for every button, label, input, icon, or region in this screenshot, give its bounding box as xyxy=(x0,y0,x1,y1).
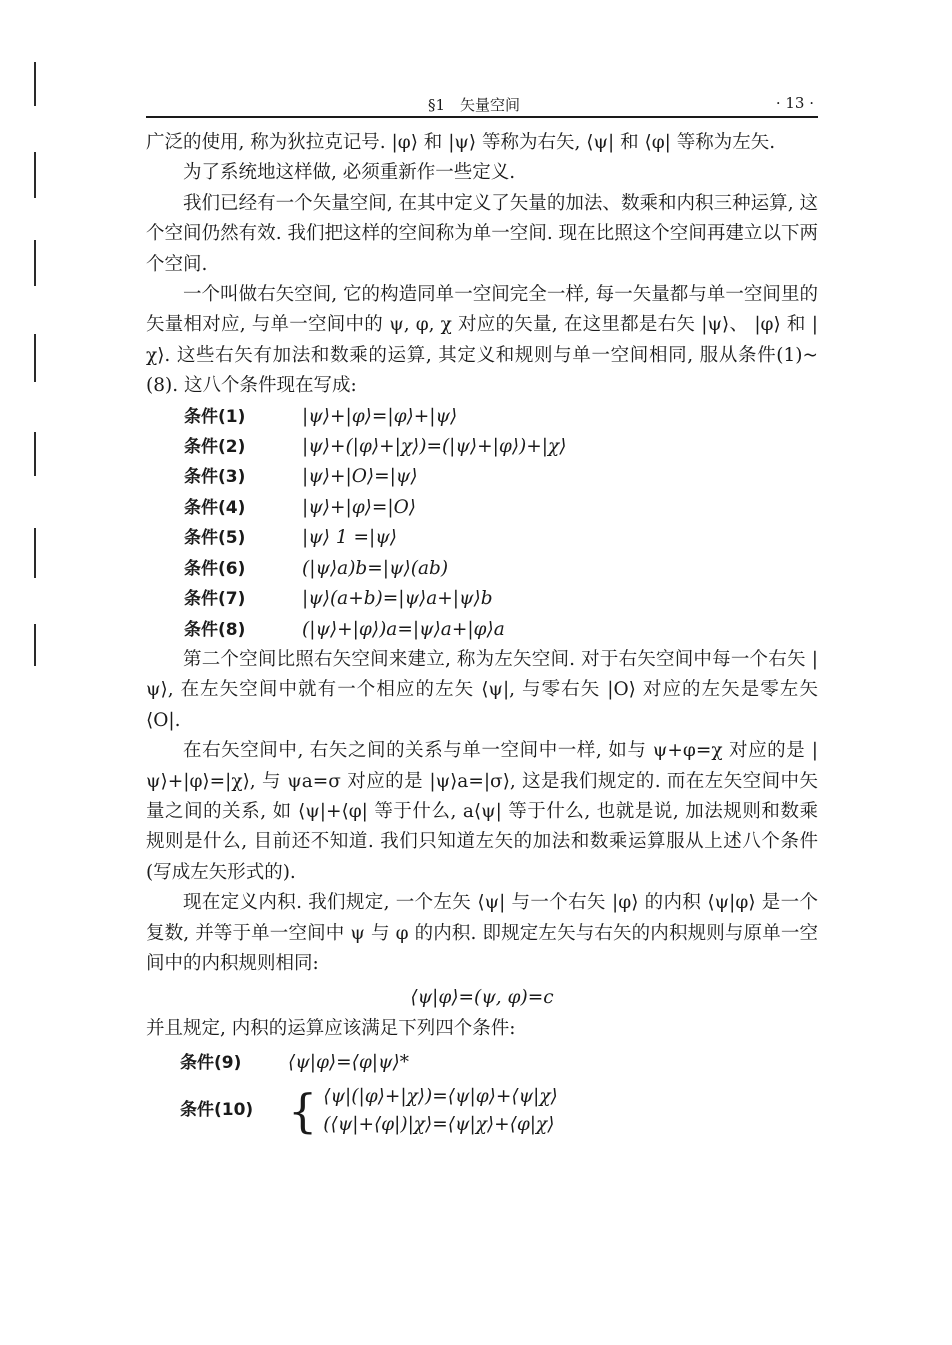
condition-equation: |ψ⟩+|O⟩=|ψ⟩ xyxy=(302,466,418,488)
condition-equation: |ψ⟩+|φ⟩=|φ⟩+|ψ⟩ xyxy=(302,405,458,427)
condition-label: 条件(5) xyxy=(184,528,246,549)
condition-row xyxy=(146,584,818,614)
condition-label: 条件(7) xyxy=(184,589,246,610)
inner-product-equation: ⟨ψ|φ⟩=(ψ, φ)=c xyxy=(410,987,554,1009)
paragraph: 并且规定, 内积的运算应该满足下列四个条件: xyxy=(146,1017,516,1039)
paragraph: 一个叫做右矢空间, 它的构造同单一空间完全一样, 每一矢量都与单一空间里的矢量相对应, 与单一空间中的 ψ, φ, χ 对应的矢量, 在这里都是右矢 |ψ⟩、 |φ⟩ 和 |χ⟩. 这些右矢有加法和数乘的运算, 其定义和规则与单一空间相同, 服从条件(1)~(8). 这八个条件现在写成: xyxy=(146,284,818,397)
condition-row xyxy=(146,462,818,492)
scan-artifact-line xyxy=(34,62,36,106)
condition-equation: |ψ⟩ 1 =|ψ⟩ xyxy=(302,527,397,549)
running-header xyxy=(146,92,818,118)
page-body xyxy=(146,128,818,1139)
condition-equation-group xyxy=(323,1083,557,1139)
paragraph: 为了系统地这样做, 必须重新作一些定义. xyxy=(183,162,516,184)
condition-equation: (|ψ⟩a)b=|ψ⟩(ab) xyxy=(302,557,449,579)
paragraph: 广泛的使用, 称为狄拉克记号. |φ⟩ 和 |ψ⟩ 等称为右矢, ⟨ψ| 和 ⟨φ| 等称为左矢. xyxy=(146,132,776,153)
scan-artifact-line xyxy=(34,240,36,286)
scan-artifact-line xyxy=(34,432,36,476)
condition-row xyxy=(146,493,818,523)
condition-row xyxy=(146,615,818,645)
paragraph: 在右矢空间中, 右矢之间的关系与单一空间中一样, 如与 ψ+φ=χ 对应的是 |ψ⟩+|φ⟩=|χ⟩, 与 ψa=σ 对应的是 |ψ⟩a=|σ⟩, 这是我们规定的. 而在左矢空间中矢量之间的关系, 如 ⟨ψ|+⟨φ| 等于什么, a⟨ψ| 等于什么, 也就是说, 加法规则和数乘规则是什么, 目前还不知道. 我们只知道左矢的加法和数乘运算服从上述八个条件(写成左矢形式的). xyxy=(146,740,818,883)
condition-equation: ⟨ψ|(|φ⟩+|χ⟩)=⟨ψ|φ⟩+⟨ψ|χ⟩ xyxy=(323,1085,558,1107)
condition-row xyxy=(146,402,818,432)
header-rule xyxy=(146,116,818,118)
section-title: §1 矢量空间 xyxy=(428,96,521,114)
page-number: · 13 · xyxy=(775,94,814,112)
condition-label: 条件(9) xyxy=(180,1053,242,1074)
condition-equation: (⟨ψ|+⟨φ|)|χ⟩=⟨ψ|χ⟩+⟨φ|χ⟩ xyxy=(323,1113,555,1135)
left-brace: { xyxy=(288,1083,318,1138)
scan-artifact-line xyxy=(34,152,36,198)
scan-artifact-line xyxy=(34,334,36,382)
condition-label: 条件(3) xyxy=(184,467,246,488)
scan-artifact-line xyxy=(34,528,36,578)
condition-label: 条件(6) xyxy=(184,558,246,579)
condition-equation: (|ψ⟩+|φ⟩)a=|ψ⟩a+|φ⟩a xyxy=(302,618,505,640)
condition-label: 条件(1) xyxy=(184,406,246,427)
condition-list xyxy=(146,402,818,645)
condition-equation: ⟨ψ|φ⟩=⟨φ|ψ⟩* xyxy=(288,1052,410,1074)
condition-equation: |ψ⟩+(|φ⟩+|χ⟩)=(|ψ⟩+|φ⟩)+|χ⟩ xyxy=(302,436,567,458)
condition-row xyxy=(146,523,818,553)
condition-equation: |ψ⟩+|φ⟩=|O⟩ xyxy=(302,496,416,518)
condition-row xyxy=(146,432,818,462)
condition-9 xyxy=(146,1048,818,1078)
paragraph: 第二个空间比照右矢空间来建立, 称为左矢空间. 对于右矢空间中每一个右矢 |ψ⟩, 在左矢空间中就有一个相应的左矢 ⟨ψ|, 与零右矢 |O⟩ 对应的左矢是零左矢 ⟨O|. xyxy=(146,648,818,731)
condition-row xyxy=(146,554,818,584)
scan-artifact-line xyxy=(34,624,36,666)
paragraph: 我们已经有一个矢量空间, 在其中定义了矢量的加法、数乘和内积三种运算, 这个空间仍然有效. 我们把这样的空间称为单一空间. 现在比照这个空间再建立以下两个空间. xyxy=(146,192,818,275)
paragraph: 现在定义内积. 我们规定, 一个左矢 ⟨ψ| 与一个右矢 |φ⟩ 的内积 ⟨ψ|φ⟩ 是一个复数, 并等于单一空间中 ψ 与 φ 的内积. 即规定左矢与右矢的内积规则与原单一空间中的内积规则相同: xyxy=(146,892,818,974)
condition-label: 条件(8) xyxy=(184,619,246,640)
condition-label: 条件(4) xyxy=(184,497,246,518)
condition-equation: |ψ⟩(a+b)=|ψ⟩a+|ψ⟩b xyxy=(302,588,493,610)
condition-10 xyxy=(146,1083,818,1139)
condition-label: 条件(10) xyxy=(180,1100,254,1121)
condition-label: 条件(2) xyxy=(184,437,246,458)
